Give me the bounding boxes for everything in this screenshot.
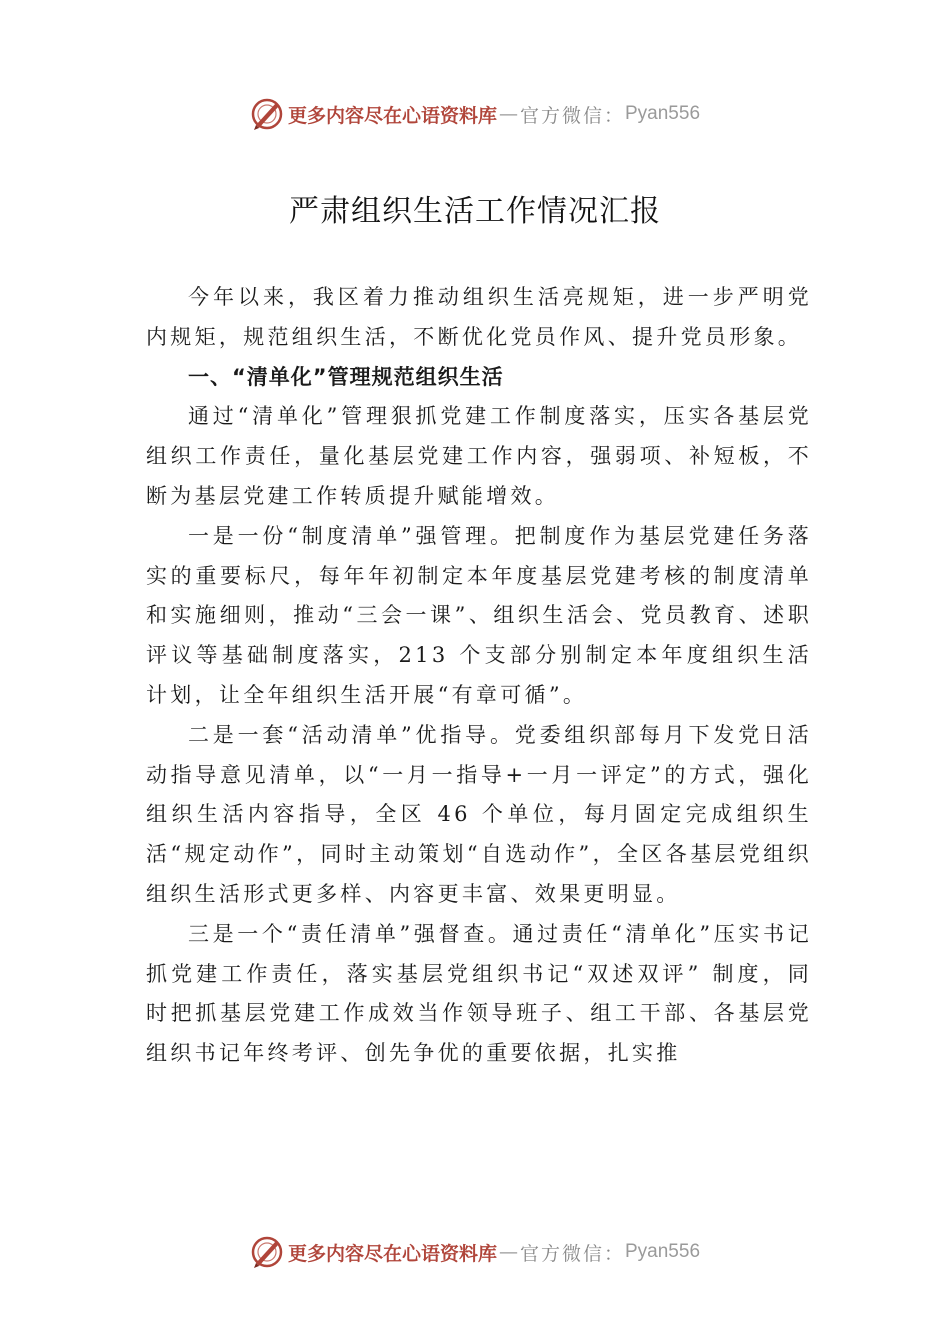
document-body xyxy=(146,278,812,1074)
watermark-main-text: 更多内容尽在心语资料库 xyxy=(287,104,497,127)
watermark-wechat-label: 官方微信： xyxy=(519,104,625,127)
watermark-dash: — xyxy=(498,1241,518,1263)
watermark-footer xyxy=(0,1234,950,1270)
watermark-header xyxy=(0,96,950,132)
document-title: 严肃组织生活工作情况汇报 xyxy=(289,194,661,229)
section-heading-1: 一、“清单化”管理规范组织生活 xyxy=(188,364,504,389)
paragraph-3: 二是一套“活动清单”优指导。党委组织部每月下发党日活动指导意见清单，以“一月一指导+一月一评定”的方式，强化组织生活内容指导，全区 46 个单位，每月固定完成组织生活“规定动作”，同时主动策划“自选动作”，全区各基层党组织组织生活形式更多样、内容更丰富、效果更明显。 xyxy=(146,722,812,906)
watermark-dash: — xyxy=(498,103,518,125)
paragraph-4: 三是一个“责任清单”强督查。通过责任“清单化”压实书记抓党建工作责任，落实基层党组织书记“双述双评” 制度，同时把抓基层党建工作成效当作领导班子、组工干部、各基层党组织书记年终考评、创先争优的重要依据，扎实推 xyxy=(146,921,812,1066)
pen-logo-icon xyxy=(250,1235,284,1269)
paragraph-2: 一是一份“制度清单”强管理。把制度作为基层党建任务落实的重要标尺，每年年初制定本年度基层党建考核的制度清单和实施细则，推动“三会一课”、组织生活会、党员教育、述职评议等基础制度落实，213 个支部分别制定本年度组织生活计划，让全年组织生活开展“有章可循”。 xyxy=(146,523,812,707)
watermark-wechat-id: Pyan556 xyxy=(625,1241,701,1262)
intro-paragraph: 今年以来，我区着力推动组织生活亮规矩，进一步严明党内规矩，规范组织生活，不断优化党员作风、提升党员形象。 xyxy=(146,285,812,349)
watermark-wechat-id: Pyan556 xyxy=(625,103,701,124)
pen-logo-icon xyxy=(250,97,284,131)
paragraph-1: 通过“清单化”管理狠抓党建工作制度落实，压实各基层党组织工作责任，量化基层党建工作内容，强弱项、补短板，不断为基层党建工作转质提升赋能增效。 xyxy=(146,404,812,508)
watermark-wechat-label: 官方微信： xyxy=(519,1242,625,1265)
watermark-main-text: 更多内容尽在心语资料库 xyxy=(287,1242,497,1265)
